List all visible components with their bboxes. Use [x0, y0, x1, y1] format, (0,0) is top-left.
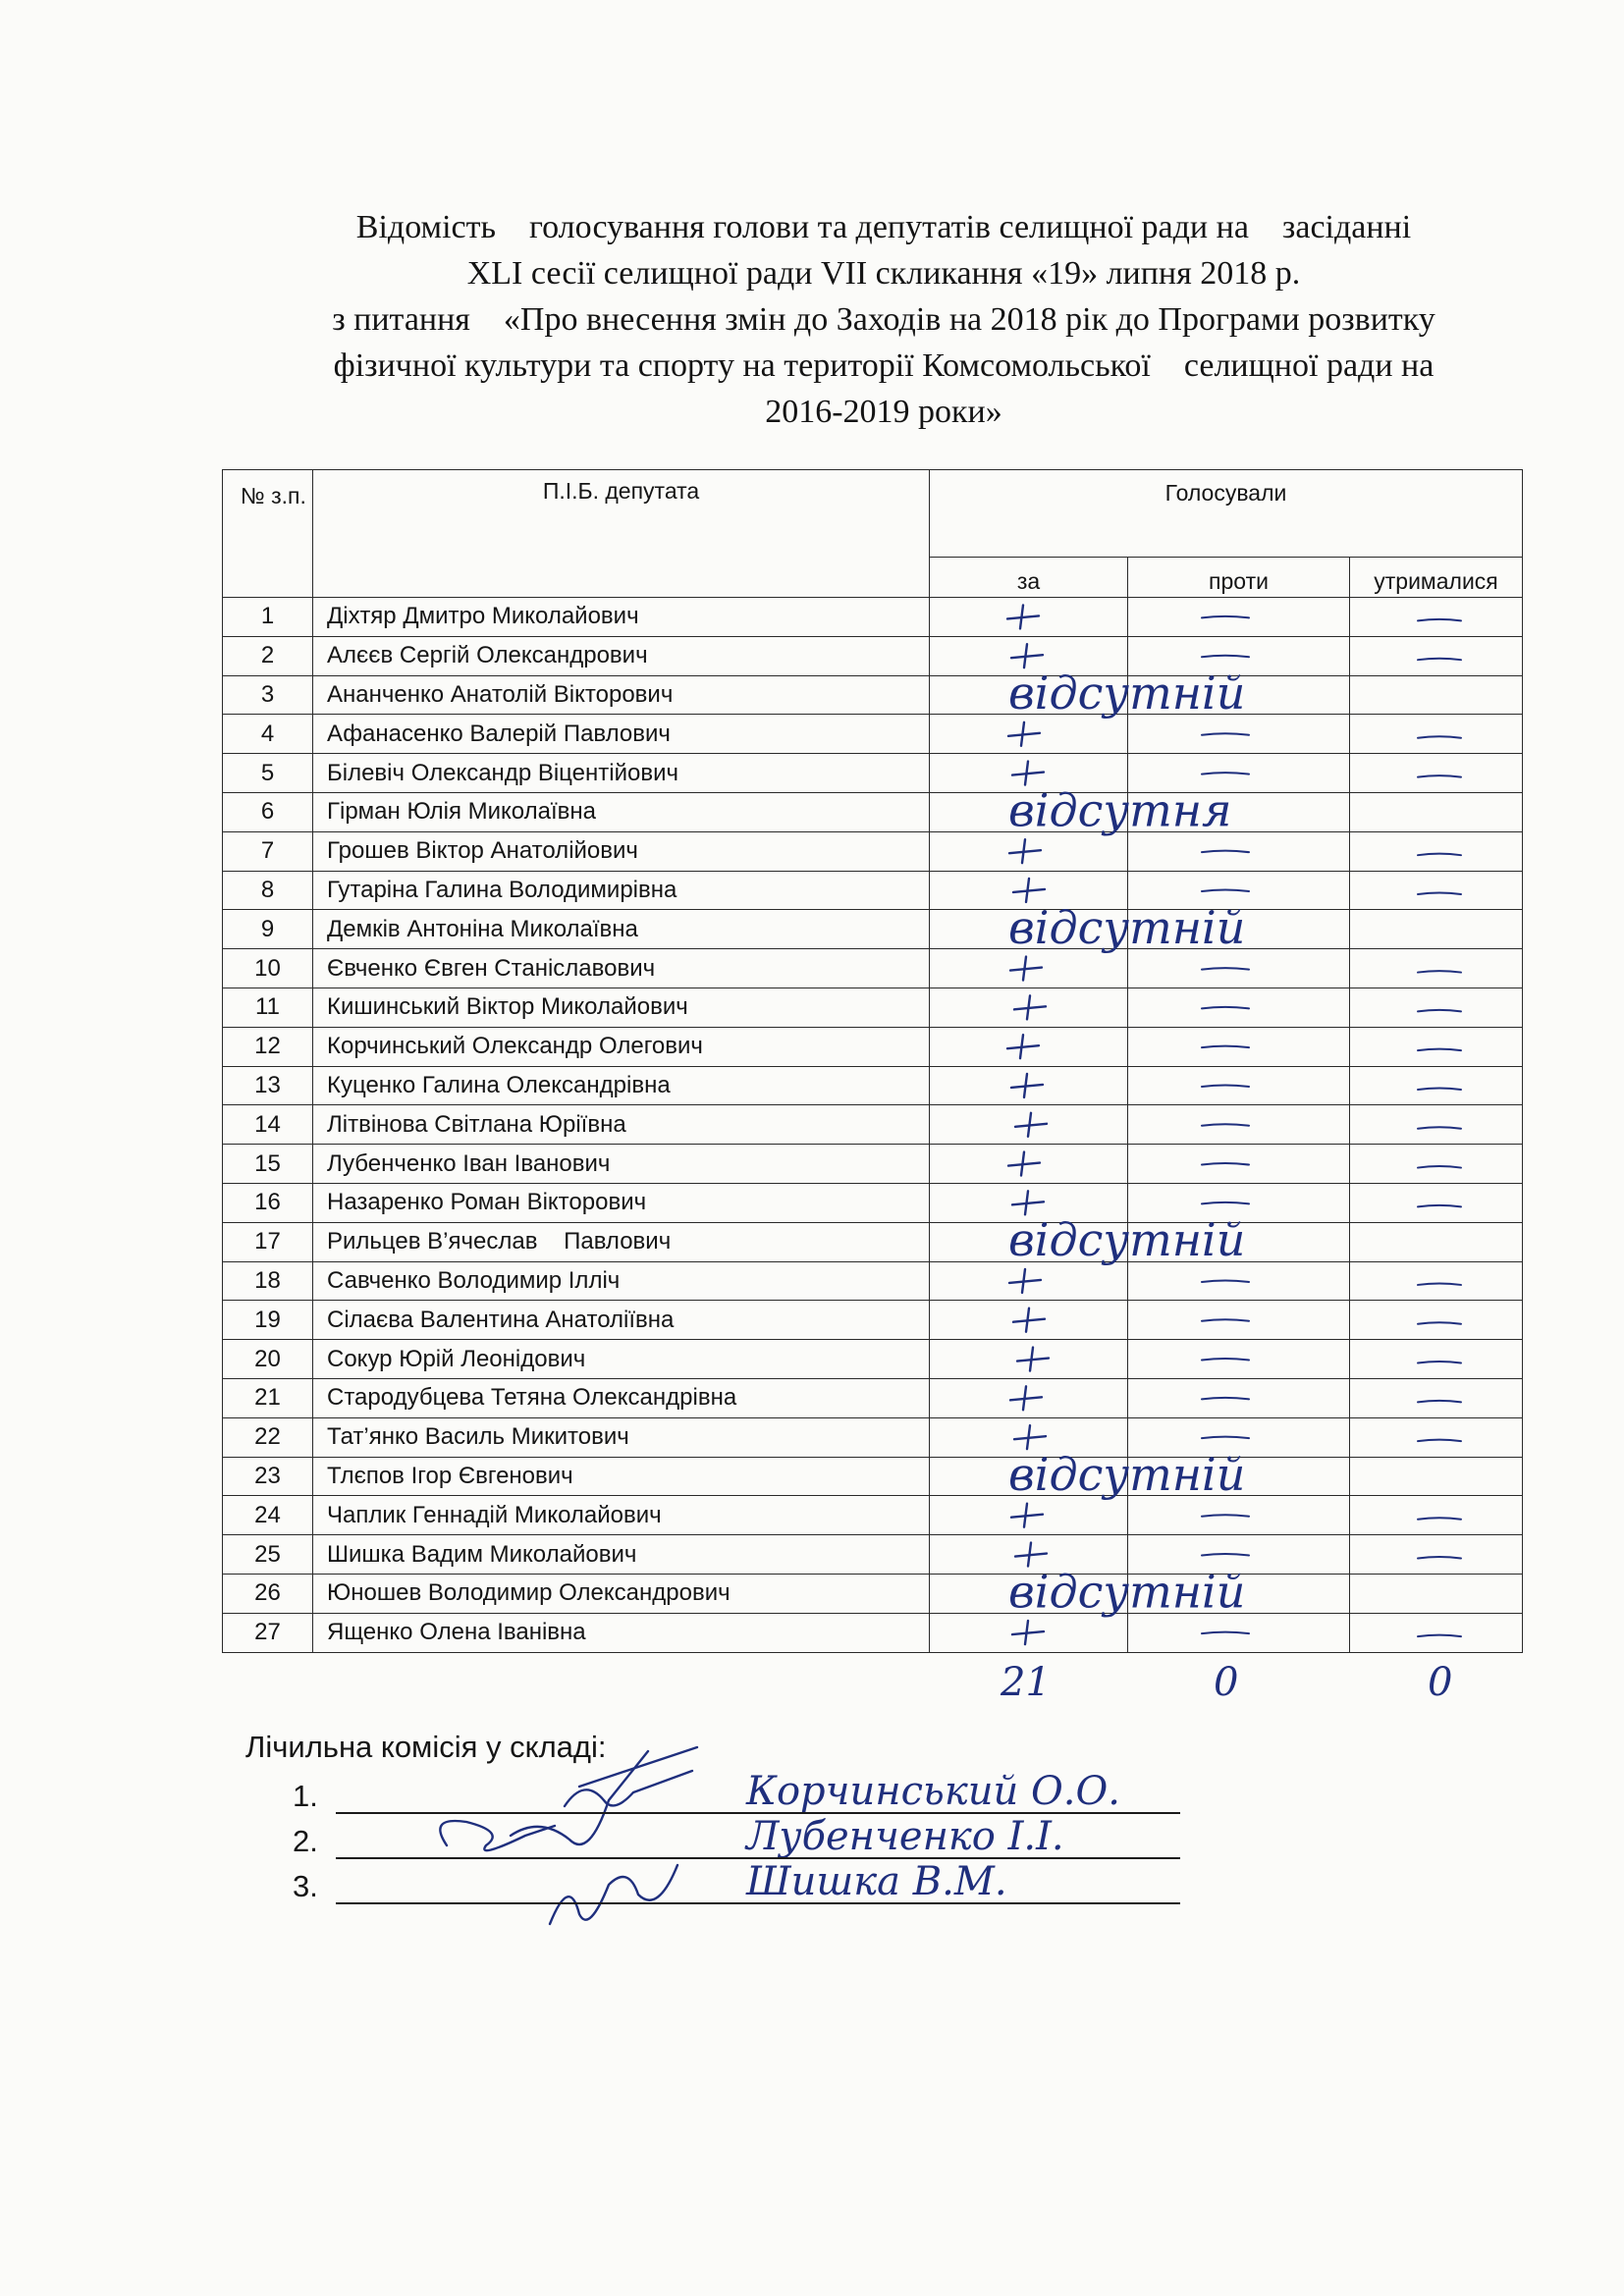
- deputy-name: Гірман Юлія Миколаївна: [313, 792, 930, 831]
- row-number: 23: [223, 1457, 313, 1496]
- title-line-2: XLІ сесії селищної ради VІІ скликання «19» липня 2018 р.: [466, 255, 1301, 292]
- table-row: [223, 1027, 1523, 1066]
- table-row: [223, 598, 1523, 637]
- row-number: 26: [223, 1574, 313, 1613]
- header-against: проти: [1128, 558, 1350, 598]
- vote-for-cell: [930, 715, 1128, 754]
- table-row: [223, 1066, 1523, 1105]
- row-number: 22: [223, 1417, 313, 1457]
- deputy-name: Грошев Віктор Анатолійович: [313, 831, 930, 871]
- vote-abstained-cell: [1350, 1261, 1523, 1301]
- row-number: 27: [223, 1613, 313, 1652]
- vote-against-cell: [1128, 1378, 1350, 1417]
- vote-for-cell: [930, 1378, 1128, 1417]
- row-number: 19: [223, 1301, 313, 1340]
- vote-for-cell: [930, 1535, 1128, 1575]
- vote-against-cell: [1128, 1535, 1350, 1575]
- deputy-name: Лубенченко Іван Іванович: [313, 1145, 930, 1184]
- vote-against-cell: [1128, 1066, 1350, 1105]
- header-for: за: [930, 558, 1128, 598]
- row-number: 7: [223, 831, 313, 871]
- vote-abstained-cell: [1350, 1027, 1523, 1066]
- vote-against-cell: [1128, 1496, 1350, 1535]
- vote-abstained-cell: [1350, 910, 1523, 949]
- table-row: [223, 949, 1523, 988]
- row-number: 10: [223, 949, 313, 988]
- signature-index-1: 1.: [293, 1779, 318, 1813]
- absent-note: відсутній: [1008, 666, 1246, 720]
- deputy-name: Шишка Вадим Миколайович: [313, 1535, 930, 1575]
- vote-against-cell: [1128, 1261, 1350, 1301]
- header-name: П.І.Б. депутата: [313, 470, 930, 598]
- row-number: 17: [223, 1222, 313, 1261]
- row-number: 2: [223, 636, 313, 675]
- deputy-name: Савченко Володимир Ілліч: [313, 1261, 930, 1301]
- table-row: [223, 1574, 1523, 1613]
- vote-for-cell: [930, 598, 1128, 637]
- vote-abstained-cell: [1350, 871, 1523, 910]
- vote-abstained-cell: [1350, 1378, 1523, 1417]
- signature-line-1: [293, 1779, 1180, 1814]
- deputy-name: Афанасенко Валерій Павлович: [313, 715, 930, 754]
- table-row: [223, 1340, 1523, 1379]
- signature-rule: [336, 1873, 1180, 1904]
- signature-rule: [336, 1828, 1180, 1859]
- signature-index-3: 3.: [293, 1869, 318, 1903]
- vote-for-cell: [930, 636, 1128, 675]
- deputy-name: Тлєпов Ігор Євгенович: [313, 1457, 930, 1496]
- absent-note: відсутній: [1008, 1447, 1246, 1501]
- vote-against-cell: [1128, 988, 1350, 1027]
- table-row: [223, 1417, 1523, 1457]
- vote-against-cell: [1128, 910, 1350, 949]
- table-row: [223, 988, 1523, 1027]
- title-line-5: 2016-2019 роки»: [765, 394, 1002, 430]
- vote-against-cell: [1128, 598, 1350, 637]
- vote-against-cell: [1128, 636, 1350, 675]
- vote-abstained-cell: [1350, 949, 1523, 988]
- vote-against-cell: [1128, 715, 1350, 754]
- commission-member-name: Шишка В.М.: [746, 1859, 1007, 1904]
- signature-rule: [336, 1783, 1180, 1814]
- vote-abstained-cell: [1350, 675, 1523, 715]
- header-abstained: утрималися: [1350, 558, 1523, 598]
- table-row: [223, 636, 1523, 675]
- table-body: [223, 598, 1523, 1653]
- row-number: 4: [223, 715, 313, 754]
- deputy-name: Чаплик Геннадій Миколайович: [313, 1496, 930, 1535]
- vote-for-cell: [930, 871, 1128, 910]
- vote-abstained-cell: [1350, 1457, 1523, 1496]
- commission-member-name: Корчинський О.О.: [746, 1769, 1120, 1814]
- row-number: 12: [223, 1027, 313, 1066]
- row-number: 3: [223, 675, 313, 715]
- table-row: [223, 871, 1523, 910]
- vote-for-cell: [930, 910, 1128, 949]
- commission-member-name: Лубенченко І.І.: [746, 1814, 1064, 1859]
- vote-abstained-cell: [1350, 1301, 1523, 1340]
- vote-against-cell: [1128, 1613, 1350, 1652]
- vote-for-cell: [930, 1066, 1128, 1105]
- vote-abstained-cell: [1350, 1417, 1523, 1457]
- vote-for-cell: [930, 949, 1128, 988]
- absent-note: відсутній: [1008, 1213, 1246, 1267]
- absent-note: відсутній: [1008, 1565, 1246, 1619]
- vote-against-cell: [1128, 1027, 1350, 1066]
- deputy-name: Куценко Галина Олександрівна: [313, 1066, 930, 1105]
- deputy-name: Літвінова Світлана Юріївна: [313, 1105, 930, 1145]
- deputy-name: Ананченко Анатолій Вікторович: [313, 675, 930, 715]
- vote-against-cell: [1128, 831, 1350, 871]
- vote-against-cell: [1128, 1105, 1350, 1145]
- deputy-name: Діхтяр Дмитро Миколайович: [313, 598, 930, 637]
- deputy-name: Гутаріна Галина Володимирівна: [313, 871, 930, 910]
- vote-against-cell: [1128, 1417, 1350, 1457]
- vote-against-cell: [1128, 1183, 1350, 1222]
- vote-for-cell: [930, 1457, 1128, 1496]
- header-voted: Голосували: [930, 470, 1523, 558]
- vote-abstained-cell: [1350, 715, 1523, 754]
- vote-against-cell: [1128, 1340, 1350, 1379]
- row-number: 11: [223, 988, 313, 1027]
- table-row: [223, 675, 1523, 715]
- table-row: [223, 1222, 1523, 1261]
- deputy-name: Тат’янко Василь Микитович: [313, 1417, 930, 1457]
- vote-for-cell: [930, 675, 1128, 715]
- row-number: 20: [223, 1340, 313, 1379]
- total-for: 21: [1001, 1660, 1051, 1706]
- vote-for-cell: [930, 1183, 1128, 1222]
- deputy-name: Стародубцева Тетяна Олександрівна: [313, 1378, 930, 1417]
- vote-abstained-cell: [1350, 598, 1523, 637]
- table-row: [223, 1261, 1523, 1301]
- row-number: 25: [223, 1535, 313, 1575]
- table-row: [223, 1457, 1523, 1496]
- row-number: 21: [223, 1378, 313, 1417]
- row-number: 24: [223, 1496, 313, 1535]
- table-row: [223, 1496, 1523, 1535]
- table-row: [223, 792, 1523, 831]
- deputy-name: Ященко Олена Іванівна: [313, 1613, 930, 1652]
- deputy-name: Сілаєва Валентина Анатоліївна: [313, 1301, 930, 1340]
- title-line-1: Відомість голосування голови та депутатів селищної ради на засіданні: [355, 209, 1412, 245]
- table-row: [223, 754, 1523, 793]
- vote-abstained-cell: [1350, 754, 1523, 793]
- row-number: 18: [223, 1261, 313, 1301]
- deputy-name: Кишинський Віктор Миколайович: [313, 988, 930, 1027]
- vote-against-cell: [1128, 1574, 1350, 1613]
- row-number: 8: [223, 871, 313, 910]
- row-number: 13: [223, 1066, 313, 1105]
- row-number: 6: [223, 792, 313, 831]
- deputy-name: Демків Антоніна Миколаївна: [313, 910, 930, 949]
- vote-against-cell: [1128, 675, 1350, 715]
- vote-for-cell: [930, 1340, 1128, 1379]
- row-number: 9: [223, 910, 313, 949]
- table-row: [223, 1301, 1523, 1340]
- title-line-4: фізичної культури та спорту на території Комсомольської селищної ради на: [333, 347, 1435, 384]
- row-number: 15: [223, 1145, 313, 1184]
- vote-abstained-cell: [1350, 1496, 1523, 1535]
- vote-abstained-cell: [1350, 1183, 1523, 1222]
- deputy-name: Юношев Володимир Олександрович: [313, 1574, 930, 1613]
- absent-note: відсутня: [1008, 783, 1232, 837]
- table-row: [223, 1613, 1523, 1652]
- deputy-name: Сокур Юрій Леонідович: [313, 1340, 930, 1379]
- table-row: [223, 715, 1523, 754]
- vote-for-cell: [930, 1417, 1128, 1457]
- vote-abstained-cell: [1350, 1535, 1523, 1575]
- vote-abstained-cell: [1350, 831, 1523, 871]
- vote-for-cell: [930, 1574, 1128, 1613]
- vote-for-cell: [930, 792, 1128, 831]
- deputy-name: Білевіч Олександр Віцентійович: [313, 754, 930, 793]
- title-line-3: з питання «Про внесення змін до Заходів на 2018 рік до Програми розвитку: [332, 301, 1435, 338]
- vote-against-cell: [1128, 1301, 1350, 1340]
- vote-against-cell: [1128, 1145, 1350, 1184]
- row-number: 14: [223, 1105, 313, 1145]
- row-number: 1: [223, 598, 313, 637]
- signature-line-2: [293, 1824, 1180, 1859]
- vote-for-cell: [930, 988, 1128, 1027]
- vote-for-cell: [930, 1027, 1128, 1066]
- vote-abstained-cell: [1350, 1066, 1523, 1105]
- vote-abstained-cell: [1350, 636, 1523, 675]
- vote-abstained-cell: [1350, 1222, 1523, 1261]
- table-row: [223, 831, 1523, 871]
- deputy-name: Назаренко Роман Вікторович: [313, 1183, 930, 1222]
- absent-note: відсутній: [1008, 900, 1246, 954]
- vote-against-cell: [1128, 871, 1350, 910]
- table-row: [223, 1183, 1523, 1222]
- vote-for-cell: [930, 1496, 1128, 1535]
- vote-against-cell: [1128, 949, 1350, 988]
- total-abstained: 0: [1428, 1660, 1453, 1706]
- vote-against-cell: [1128, 1222, 1350, 1261]
- table-row: [223, 1105, 1523, 1145]
- table-row: [223, 1535, 1523, 1575]
- total-against: 0: [1214, 1660, 1239, 1706]
- vote-for-cell: [930, 1261, 1128, 1301]
- deputy-name: Алєєв Сергій Олександрович: [313, 636, 930, 675]
- table-row: [223, 1378, 1523, 1417]
- voting-table: [222, 469, 1523, 1653]
- vote-for-cell: [930, 831, 1128, 871]
- signature-index-2: 2.: [293, 1824, 318, 1858]
- table-row: [223, 910, 1523, 949]
- table-row: [223, 1145, 1523, 1184]
- signature-line-3: [293, 1869, 1180, 1904]
- commission-heading: Лічильна комісія у складі:: [245, 1730, 607, 1764]
- vote-for-cell: [930, 1105, 1128, 1145]
- deputy-name: Корчинський Олександр Олегович: [313, 1027, 930, 1066]
- vote-for-cell: [930, 1222, 1128, 1261]
- row-number: 16: [223, 1183, 313, 1222]
- document-title: [226, 204, 1542, 435]
- vote-abstained-cell: [1350, 792, 1523, 831]
- deputy-name: Євченко Євген Станіславович: [313, 949, 930, 988]
- vote-for-cell: [930, 1301, 1128, 1340]
- vote-against-cell: [1128, 792, 1350, 831]
- vote-abstained-cell: [1350, 1340, 1523, 1379]
- vote-abstained-cell: [1350, 1574, 1523, 1613]
- vote-against-cell: [1128, 754, 1350, 793]
- deputy-name: Рильцев В’ячеслав Павлович: [313, 1222, 930, 1261]
- vote-for-cell: [930, 754, 1128, 793]
- header-number: № з.п.: [223, 470, 313, 598]
- vote-abstained-cell: [1350, 1105, 1523, 1145]
- row-number: 5: [223, 754, 313, 793]
- vote-for-cell: [930, 1145, 1128, 1184]
- vote-abstained-cell: [1350, 1145, 1523, 1184]
- vote-against-cell: [1128, 1457, 1350, 1496]
- vote-abstained-cell: [1350, 988, 1523, 1027]
- vote-abstained-cell: [1350, 1613, 1523, 1652]
- vote-for-cell: [930, 1613, 1128, 1652]
